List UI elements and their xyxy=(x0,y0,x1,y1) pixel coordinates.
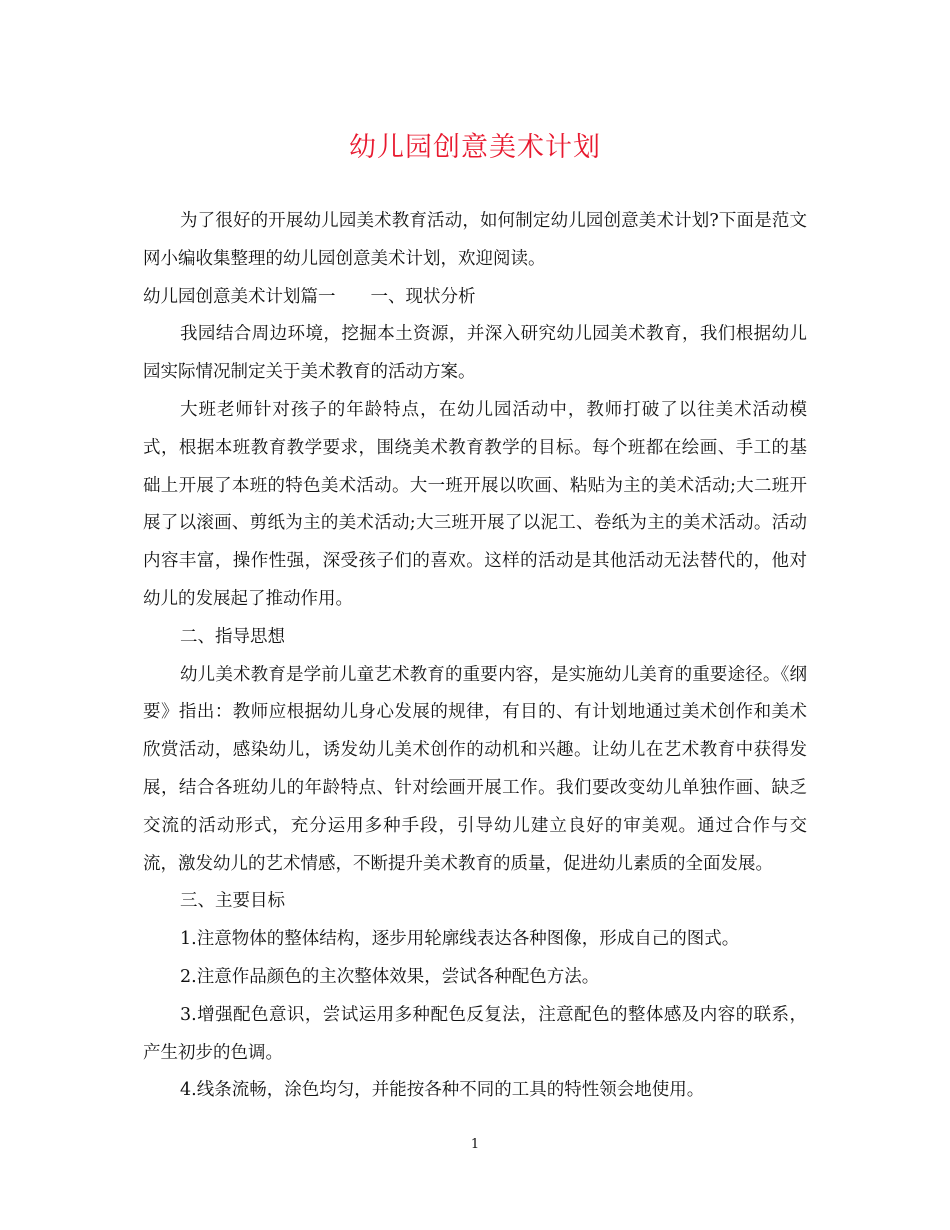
document-body xyxy=(143,203,807,1110)
analysis-paragraph-2: 大班老师针对孩子的年龄特点，在幼儿园活动中，教师打破了以往美术活动模式，根据本班教育教学要求，围绕美术教育教学的目标。每个班都在绘画、手工的基础上开展了本班的特色美术活动。大一班开展以吹画、粘贴为主的美术活动;大二班开展了以滚画、剪纸为主的美术活动;大三班开展了以泥工、卷纸为主的美术活动。活动内容丰富，操作性强，深受孩子们的喜欢。这样的活动是其他活动无法替代的，他对幼儿的发展起了推动作用。 xyxy=(143,399,807,609)
goal-item-3: 3.增强配色意识，尝试运用多种配色反复法，注意配色的整体感及内容的联系，产生初步的色调。 xyxy=(143,1004,807,1063)
goal-item-4: 4.线条流畅，涂色均匀，并能按各种不同的工具的特性领会地使用。 xyxy=(180,1080,705,1101)
analysis-paragraph-1: 我园结合周边环境，挖掘本土资源，并深入研究幼儿园美术教育，我们根据幼儿园实际情况制定关于美术教育的活动方案。 xyxy=(143,324,807,383)
plan-heading: 幼儿园创意美术计划篇一 一、现状分析 xyxy=(143,286,476,307)
guiding-thought-paragraph: 幼儿美术教育是学前儿童艺术教育的重要内容，是实施幼儿美育的重要途径。《纲要》指出：教师应根据幼儿身心发展的规律，有目的、有计划地通过美术创作和美术欣赏活动，感染幼儿，诱发幼儿美术创作的动机和兴趣。让幼儿在艺术教育中获得发展，结合各班幼儿的年龄特点、针对绘画开展工作。我们要改变幼儿单独作画、缺乏交流的活动形式，充分运用多种手段，引导幼儿建立良好的审美观。通过合作与交流，激发幼儿的艺术情感，不断提升美术教育的质量，促进幼儿素质的全面发展。 xyxy=(143,664,807,874)
goal-item-2: 2.注意作品颜色的主次整体效果，尝试各种配色方法。 xyxy=(180,966,600,987)
goal-item-1: 1.注意物体的整体结构，逐步用轮廓线表达各种图像，形成自己的图式。 xyxy=(180,929,740,950)
document-title: 幼儿园创意美术计划 xyxy=(349,132,601,163)
intro-paragraph: 为了很好的开展幼儿园美术教育活动，如何制定幼儿园创意美术计划?下面是范文网小编收集整理的幼儿园创意美术计划，欢迎阅读。 xyxy=(143,211,807,269)
guiding-thought-heading: 二、指导思想 xyxy=(180,626,285,647)
main-goals-heading: 三、主要目标 xyxy=(180,891,285,912)
page-number: 1 xyxy=(470,1137,480,1152)
